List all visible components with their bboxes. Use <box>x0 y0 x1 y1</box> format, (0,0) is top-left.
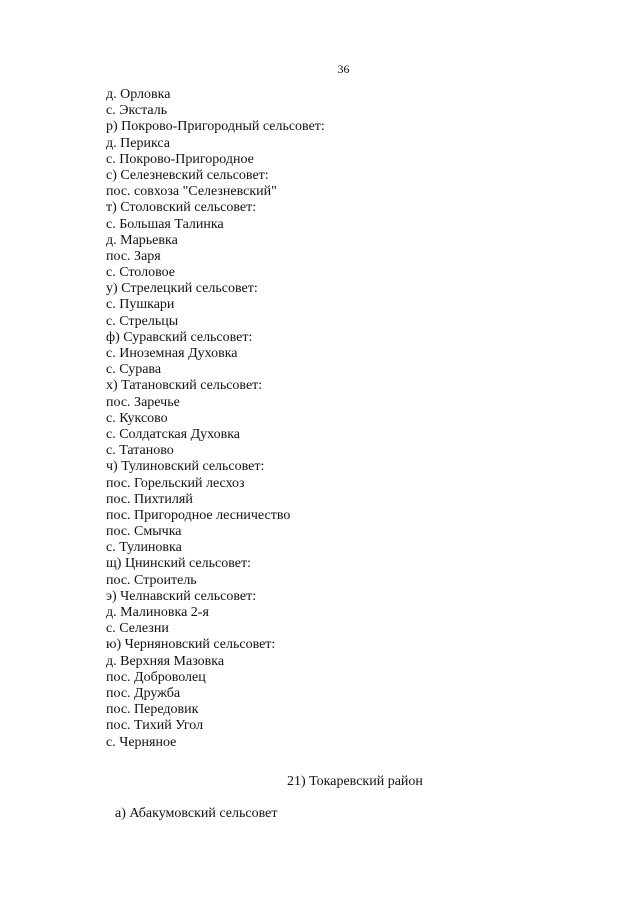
settlement-entry: с. Черняное <box>106 734 177 750</box>
council-heading: р) Покрово-Пригородный сельсовет: <box>106 119 325 135</box>
settlement-entry: пос. Горельский лесхоз <box>106 475 245 491</box>
settlement-entry: с. Селезни <box>106 621 169 637</box>
settlement-entry: д. Малиновка 2-я <box>106 605 209 620</box>
council-heading: ф) Суравский сельсовет: <box>106 329 253 345</box>
settlement-entry: с. Тулиновка <box>106 540 182 556</box>
council-heading: у) Стрелецкий сельсовет: <box>106 281 258 297</box>
council-heading: а) Абакумовский сельсовет <box>115 806 278 821</box>
settlement-entry: д. Верхняя Мазовка <box>106 653 225 669</box>
council-heading: т) Столовский сельсовет: <box>106 200 257 216</box>
settlement-entry: с. Иноземная Духовка <box>106 346 238 361</box>
council-heading: ч) Тулиновский сельсовет: <box>106 459 265 475</box>
district-heading: 21) Токаревский район <box>287 774 423 789</box>
settlement-entry: пос. Передовик <box>106 702 199 718</box>
settlement-entry: д. Марьевка <box>106 232 178 248</box>
settlement-entry: пос. Заря <box>106 248 161 264</box>
settlement-entry: пос. совхоза "Селезневский" <box>106 184 277 200</box>
settlement-entry: с. Пушкари <box>106 297 175 313</box>
settlement-entry: пос. Пихтиляй <box>106 491 193 507</box>
council-heading: ю) Черняновский сельсовет: <box>106 637 276 653</box>
settlement-entry: с. Сурава <box>106 362 162 378</box>
settlement-entry: с. Большая Талинка <box>106 216 224 232</box>
settlement-entry: д. Орловка <box>106 87 171 102</box>
settlement-entry: пос. Строитель <box>106 572 197 588</box>
settlement-entry: с. Стрельцы <box>106 313 179 329</box>
settlement-list <box>106 87 325 751</box>
settlement-entry: пос. Тихий Угол <box>106 718 204 734</box>
settlement-entry: пос. Смычка <box>106 524 182 540</box>
settlement-entry: с. Солдатская Духовка <box>106 426 241 442</box>
settlement-entry: д. Перикса <box>106 135 170 151</box>
council-heading: щ) Цнинский сельсовет: <box>106 556 251 572</box>
council-heading: с) Селезневский сельсовет: <box>106 167 269 183</box>
settlement-entry: с. Эксталь <box>106 103 168 119</box>
settlement-entry: с. Татаново <box>106 443 174 459</box>
settlement-entry: пос. Заречье <box>106 394 180 410</box>
settlement-entry: с. Покрово-Пригородное <box>106 151 254 167</box>
settlement-entry: с. Куксово <box>106 410 168 426</box>
page-number: 36 <box>337 62 350 76</box>
settlement-entry: пос. Пригородное лесничество <box>106 507 291 523</box>
settlement-entry: с. Столовое <box>106 265 176 281</box>
council-heading: х) Татановский сельсовет: <box>106 378 263 394</box>
council-heading: э) Челнавский сельсовет: <box>106 588 257 604</box>
settlement-entry: пос. Доброволец <box>106 669 206 685</box>
settlement-entry: пос. Дружба <box>106 685 181 701</box>
